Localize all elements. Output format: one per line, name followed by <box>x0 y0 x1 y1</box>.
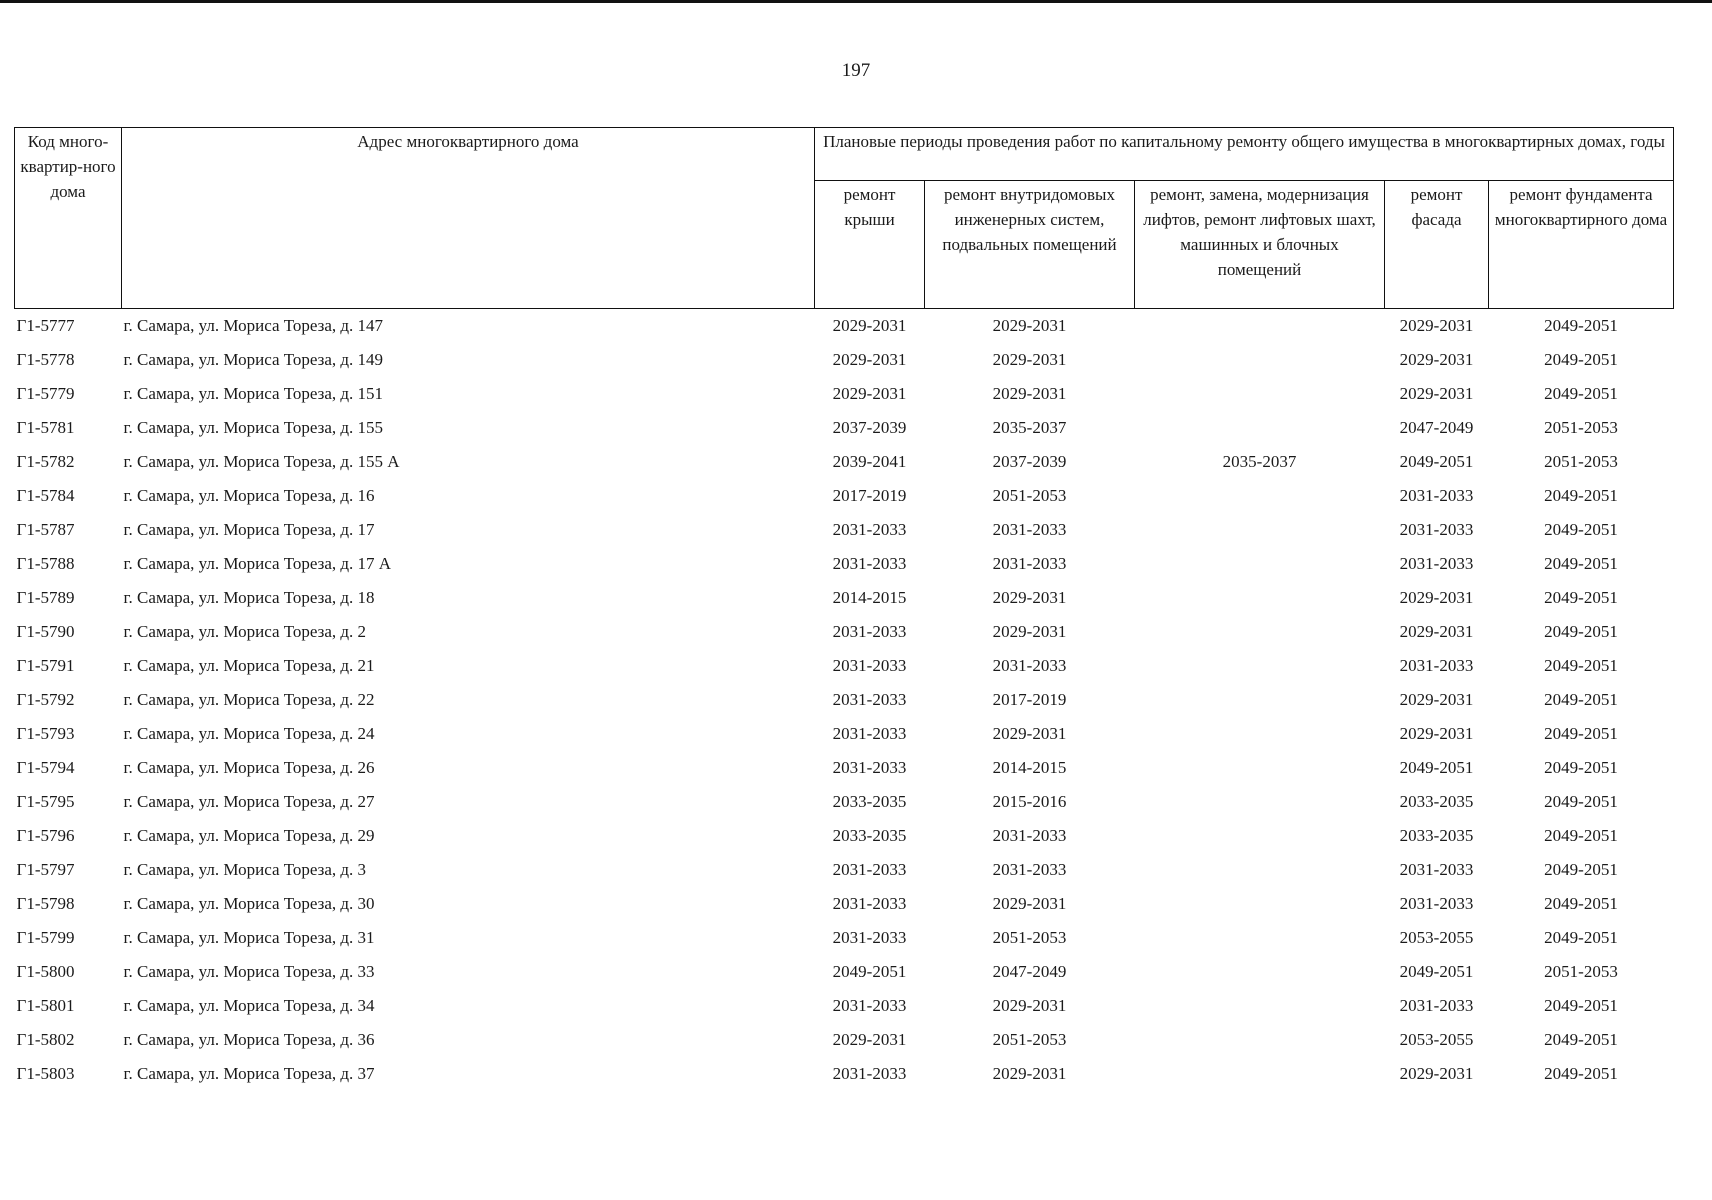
cell-facade: 2031-2033 <box>1399 486 1474 505</box>
cell-code: Г1-5803 <box>16 1064 75 1083</box>
cell-systems: 2031-2033 <box>992 860 1067 879</box>
cell-address: г. Самара, ул. Мориса Тореза, д. 22 <box>123 690 375 709</box>
cell-foundation: 2049-2051 <box>1544 894 1618 913</box>
cell-facade: 2029-2031 <box>1399 350 1474 369</box>
cell-facade: 2029-2031 <box>1399 316 1474 335</box>
table-row <box>15 921 1674 955</box>
cell-roof: 2049-2051 <box>832 962 907 981</box>
cell-address: г. Самара, ул. Мориса Тореза, д. 149 <box>123 350 384 369</box>
cell-address: г. Самара, ул. Мориса Тореза, д. 36 <box>123 1030 375 1049</box>
cell-code: Г1-5777 <box>16 316 75 335</box>
cell-code: Г1-5798 <box>16 894 75 913</box>
cell-systems: 2031-2033 <box>992 656 1067 675</box>
cell-roof: 2031-2033 <box>832 656 907 675</box>
cell-code: Г1-5796 <box>16 826 75 845</box>
cell-address: г. Самара, ул. Мориса Тореза, д. 155 А <box>123 452 400 471</box>
table-row <box>15 1057 1674 1091</box>
cell-foundation: 2049-2051 <box>1544 384 1618 403</box>
cell-systems: 2029-2031 <box>992 996 1067 1015</box>
cell-roof: 2031-2033 <box>832 554 907 573</box>
cell-systems: 2029-2031 <box>992 350 1067 369</box>
table-row <box>15 479 1674 513</box>
cell-address: г. Самара, ул. Мориса Тореза, д. 29 <box>123 826 375 845</box>
cell-roof: 2029-2031 <box>832 316 907 335</box>
cell-address: г. Самара, ул. Мориса Тореза, д. 21 <box>123 656 375 675</box>
cell-foundation: 2049-2051 <box>1544 758 1618 777</box>
cell-facade: 2029-2031 <box>1399 1064 1474 1083</box>
cell-roof: 2033-2035 <box>832 792 907 811</box>
cell-code: Г1-5800 <box>16 962 75 981</box>
cell-foundation: 2049-2051 <box>1544 554 1618 573</box>
cell-address: г. Самара, ул. Мориса Тореза, д. 2 <box>123 622 367 641</box>
header-foundation: ремонт фундамента многоквартирного дома <box>1489 181 1674 309</box>
cell-roof: 2031-2033 <box>832 724 907 743</box>
cell-systems: 2051-2053 <box>992 486 1067 505</box>
cell-address: г. Самара, ул. Мориса Тореза, д. 24 <box>123 724 375 743</box>
cell-foundation: 2049-2051 <box>1544 996 1618 1015</box>
cell-address: г. Самара, ул. Мориса Тореза, д. 18 <box>123 588 375 607</box>
cell-address: г. Самара, ул. Мориса Тореза, д. 37 <box>123 1064 375 1083</box>
cell-roof: 2031-2033 <box>832 520 907 539</box>
top-border-line <box>0 0 1712 3</box>
cell-roof: 2031-2033 <box>832 928 907 947</box>
cell-code: Г1-5802 <box>16 1030 75 1049</box>
cell-systems: 2031-2033 <box>992 520 1067 539</box>
cell-foundation: 2051-2053 <box>1544 452 1618 471</box>
cell-elevators <box>1135 1023 1385 1057</box>
cell-facade: 2049-2051 <box>1399 452 1474 471</box>
header-code: Код много-квартир-ного дома <box>15 128 122 309</box>
cell-foundation: 2049-2051 <box>1544 350 1618 369</box>
cell-facade: 2029-2031 <box>1399 690 1474 709</box>
table-row <box>15 717 1674 751</box>
table-body <box>15 309 1674 1092</box>
cell-code: Г1-5801 <box>16 996 75 1015</box>
cell-foundation: 2049-2051 <box>1544 860 1618 879</box>
cell-facade: 2031-2033 <box>1399 656 1474 675</box>
table-row <box>15 683 1674 717</box>
cell-roof: 2017-2019 <box>832 486 907 505</box>
cell-facade: 2053-2055 <box>1399 928 1474 947</box>
table-row <box>15 343 1674 377</box>
cell-elevators <box>1135 547 1385 581</box>
cell-facade: 2047-2049 <box>1399 418 1474 437</box>
cell-foundation: 2049-2051 <box>1544 690 1618 709</box>
repair-schedule-table <box>14 127 1674 1091</box>
table-row <box>15 547 1674 581</box>
cell-code: Г1-5793 <box>16 724 75 743</box>
cell-foundation: 2049-2051 <box>1544 520 1618 539</box>
cell-facade: 2049-2051 <box>1399 962 1474 981</box>
cell-code: Г1-5795 <box>16 792 75 811</box>
table-row <box>15 411 1674 445</box>
cell-systems: 2031-2033 <box>992 826 1067 845</box>
cell-elevators <box>1135 751 1385 785</box>
cell-systems: 2014-2015 <box>992 758 1067 777</box>
cell-roof: 2031-2033 <box>832 758 907 777</box>
cell-foundation: 2049-2051 <box>1544 588 1618 607</box>
cell-address: г. Самара, ул. Мориса Тореза, д. 26 <box>123 758 375 777</box>
cell-elevators <box>1135 717 1385 751</box>
table-row <box>15 887 1674 921</box>
cell-code: Г1-5791 <box>16 656 75 675</box>
cell-roof: 2029-2031 <box>832 350 907 369</box>
table-header <box>15 128 1674 309</box>
cell-foundation: 2049-2051 <box>1544 724 1618 743</box>
cell-elevators <box>1135 615 1385 649</box>
cell-systems: 2051-2053 <box>992 1030 1067 1049</box>
cell-code: Г1-5784 <box>16 486 75 505</box>
cell-elevators: 2035-2037 <box>1222 452 1297 471</box>
cell-systems: 2029-2031 <box>992 384 1067 403</box>
cell-systems: 2029-2031 <box>992 894 1067 913</box>
cell-foundation: 2049-2051 <box>1544 622 1618 641</box>
cell-foundation: 2049-2051 <box>1544 1030 1618 1049</box>
cell-foundation: 2049-2051 <box>1544 486 1618 505</box>
cell-code: Г1-5797 <box>16 860 75 879</box>
cell-foundation: 2051-2053 <box>1544 962 1618 981</box>
cell-facade: 2031-2033 <box>1399 894 1474 913</box>
table-row <box>15 955 1674 989</box>
cell-roof: 2029-2031 <box>832 384 907 403</box>
table-row <box>15 445 1674 479</box>
cell-foundation: 2049-2051 <box>1544 656 1618 675</box>
header-facade: ремонт фасада <box>1385 181 1489 309</box>
cell-facade: 2053-2055 <box>1399 1030 1474 1049</box>
cell-facade: 2031-2033 <box>1399 520 1474 539</box>
cell-address: г. Самара, ул. Мориса Тореза, д. 151 <box>123 384 384 403</box>
cell-facade: 2031-2033 <box>1399 554 1474 573</box>
cell-elevators <box>1135 479 1385 513</box>
cell-elevators <box>1135 785 1385 819</box>
header-address: Адрес многоквартирного дома <box>122 128 815 309</box>
cell-elevators <box>1135 1057 1385 1091</box>
table-row <box>15 309 1674 344</box>
cell-roof: 2031-2033 <box>832 894 907 913</box>
page-number: 197 <box>841 60 871 81</box>
cell-foundation: 2049-2051 <box>1544 792 1618 811</box>
cell-elevators <box>1135 853 1385 887</box>
cell-systems: 2029-2031 <box>992 316 1067 335</box>
cell-code: Г1-5782 <box>16 452 75 471</box>
cell-elevators <box>1135 411 1385 445</box>
cell-systems: 2029-2031 <box>992 622 1067 641</box>
cell-roof: 2014-2015 <box>832 588 907 607</box>
table-row <box>15 785 1674 819</box>
cell-address: г. Самара, ул. Мориса Тореза, д. 27 <box>123 792 375 811</box>
cell-elevators <box>1135 683 1385 717</box>
header-systems: ремонт внутридомовых инженерных систем, подвальных помещений <box>925 181 1135 309</box>
cell-code: Г1-5781 <box>16 418 75 437</box>
table-row <box>15 1023 1674 1057</box>
cell-address: г. Самара, ул. Мориса Тореза, д. 17 А <box>123 554 392 573</box>
cell-code: Г1-5790 <box>16 622 75 641</box>
cell-elevators <box>1135 955 1385 989</box>
cell-address: г. Самара, ул. Мориса Тореза, д. 34 <box>123 996 375 1015</box>
cell-elevators <box>1135 309 1385 344</box>
cell-code: Г1-5778 <box>16 350 75 369</box>
cell-elevators <box>1135 377 1385 411</box>
table-row <box>15 377 1674 411</box>
table-row <box>15 989 1674 1023</box>
cell-foundation: 2049-2051 <box>1544 826 1618 845</box>
cell-address: г. Самара, ул. Мориса Тореза, д. 155 <box>123 418 384 437</box>
table-row <box>15 615 1674 649</box>
cell-address: г. Самара, ул. Мориса Тореза, д. 30 <box>123 894 375 913</box>
cell-address: г. Самара, ул. Мориса Тореза, д. 16 <box>123 486 375 505</box>
cell-facade: 2031-2033 <box>1399 996 1474 1015</box>
cell-facade: 2029-2031 <box>1399 622 1474 641</box>
cell-facade: 2029-2031 <box>1399 724 1474 743</box>
cell-systems: 2037-2039 <box>992 452 1067 471</box>
header-roof: ремонт крыши <box>815 181 925 309</box>
cell-facade: 2033-2035 <box>1399 792 1474 811</box>
cell-elevators <box>1135 581 1385 615</box>
cell-roof: 2031-2033 <box>832 1064 907 1083</box>
cell-roof: 2031-2033 <box>832 996 907 1015</box>
cell-code: Г1-5787 <box>16 520 75 539</box>
cell-roof: 2037-2039 <box>832 418 907 437</box>
cell-address: г. Самара, ул. Мориса Тореза, д. 17 <box>123 520 375 539</box>
cell-systems: 2017-2019 <box>992 690 1067 709</box>
cell-elevators <box>1135 921 1385 955</box>
cell-elevators <box>1135 513 1385 547</box>
cell-foundation: 2049-2051 <box>1544 1064 1618 1083</box>
cell-roof: 2031-2033 <box>832 622 907 641</box>
table-row <box>15 853 1674 887</box>
cell-systems: 2047-2049 <box>992 962 1067 981</box>
cell-roof: 2033-2035 <box>832 826 907 845</box>
cell-address: г. Самара, ул. Мориса Тореза, д. 3 <box>123 860 367 879</box>
cell-roof: 2031-2033 <box>832 860 907 879</box>
cell-address: г. Самара, ул. Мориса Тореза, д. 33 <box>123 962 375 981</box>
cell-elevators <box>1135 819 1385 853</box>
cell-systems: 2029-2031 <box>992 724 1067 743</box>
table-row <box>15 649 1674 683</box>
table-row <box>15 751 1674 785</box>
cell-facade: 2031-2033 <box>1399 860 1474 879</box>
table-row <box>15 513 1674 547</box>
cell-address: г. Самара, ул. Мориса Тореза, д. 31 <box>123 928 375 947</box>
cell-code: Г1-5789 <box>16 588 75 607</box>
cell-systems: 2031-2033 <box>992 554 1067 573</box>
table-row <box>15 819 1674 853</box>
cell-code: Г1-5788 <box>16 554 75 573</box>
cell-roof: 2029-2031 <box>832 1030 907 1049</box>
cell-systems: 2051-2053 <box>992 928 1067 947</box>
cell-foundation: 2049-2051 <box>1544 316 1618 335</box>
cell-address: г. Самара, ул. Мориса Тореза, д. 147 <box>123 316 384 335</box>
cell-roof: 2031-2033 <box>832 690 907 709</box>
cell-foundation: 2051-2053 <box>1544 418 1618 437</box>
cell-facade: 2029-2031 <box>1399 384 1474 403</box>
cell-facade: 2033-2035 <box>1399 826 1474 845</box>
cell-systems: 2029-2031 <box>992 588 1067 607</box>
cell-elevators <box>1135 887 1385 921</box>
header-elevators: ремонт, замена, модернизация лифтов, ремонт лифтовых шахт, машинных и блочных помещений <box>1135 181 1385 309</box>
cell-facade: 2029-2031 <box>1399 588 1474 607</box>
cell-systems: 2015-2016 <box>992 792 1067 811</box>
cell-code: Г1-5792 <box>16 690 75 709</box>
cell-systems: 2035-2037 <box>992 418 1067 437</box>
cell-code: Г1-5779 <box>16 384 75 403</box>
cell-elevators <box>1135 649 1385 683</box>
cell-systems: 2029-2031 <box>992 1064 1067 1083</box>
cell-facade: 2049-2051 <box>1399 758 1474 777</box>
cell-code: Г1-5799 <box>16 928 75 947</box>
cell-roof: 2039-2041 <box>832 452 907 471</box>
cell-elevators <box>1135 343 1385 377</box>
table-row <box>15 581 1674 615</box>
cell-foundation: 2049-2051 <box>1544 928 1618 947</box>
header-periods-group: Плановые периоды проведения работ по капитальному ремонту общего имущества в многоквартирных домах, годы <box>815 128 1674 181</box>
cell-code: Г1-5794 <box>16 758 75 777</box>
cell-elevators <box>1135 989 1385 1023</box>
